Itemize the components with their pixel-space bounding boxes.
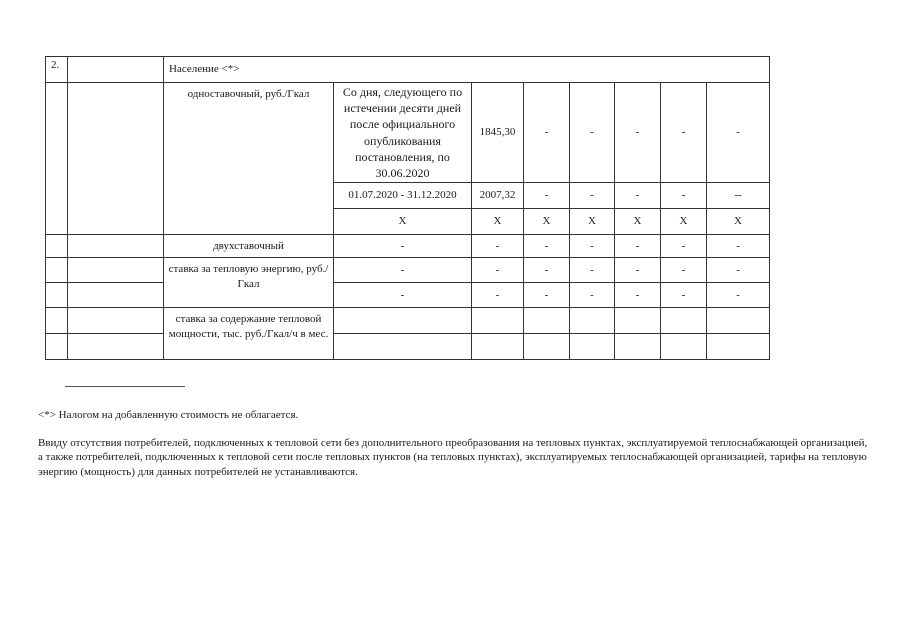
value-cell: - — [524, 83, 570, 183]
two-part-label: двухставочный — [164, 235, 334, 258]
value-cell: - — [615, 183, 661, 209]
empty-cell — [68, 235, 164, 258]
empty-cell — [46, 235, 68, 258]
value-cell: - — [615, 283, 661, 308]
empty-cell — [472, 308, 524, 334]
value-cell: - — [661, 283, 707, 308]
value-cell: - — [334, 235, 472, 258]
table-row-energy-rate-2 — [46, 283, 770, 308]
table-row-section — [46, 57, 770, 83]
value-cell: - — [615, 258, 661, 283]
empty-cell — [68, 83, 164, 235]
table-row-two-part — [46, 235, 770, 258]
x-cell: Х — [661, 209, 707, 235]
value-cell: - — [334, 258, 472, 283]
empty-cell — [472, 334, 524, 360]
value-cell: - — [707, 83, 770, 183]
empty-cell — [46, 308, 68, 334]
empty-cell — [570, 334, 615, 360]
empty-cell — [334, 334, 472, 360]
empty-cell — [524, 334, 570, 360]
x-cell: Х — [615, 209, 661, 235]
empty-cell — [661, 308, 707, 334]
value-cell: - — [570, 258, 615, 283]
table-row-capacity-rate-1 — [46, 308, 770, 334]
value-cell: - — [524, 183, 570, 209]
note-paragraph: Ввиду отсутствия потребителей, подключенных к тепловой сети без дополнительного преобразования на тепловых пунктах, эксплуатируемой теплоснабжающей организацией, а также потребителей, подключенных к тепловой сети после тепловых пунктов (на тепловых пунктах), эксплуатируемых теплоснабжающей организацией, тарифы на тепловую энергию (мощность) для данных потребителей не устанавливаются. — [38, 437, 868, 478]
x-cell: Х — [524, 209, 570, 235]
empty-cell — [334, 308, 472, 334]
one-part-label: одноставочный, руб./Гкал — [164, 83, 334, 235]
value-cell: - — [707, 258, 770, 283]
empty-cell — [46, 283, 68, 308]
value-cell: - — [707, 283, 770, 308]
tariff-value: 1845,30 — [472, 83, 524, 183]
value-cell: - — [472, 235, 524, 258]
empty-cell — [68, 334, 164, 360]
empty-cell — [68, 57, 164, 83]
value-cell: - — [570, 235, 615, 258]
value-cell: - — [661, 83, 707, 183]
value-cell: - — [661, 235, 707, 258]
tariff-value: 2007,32 — [472, 183, 524, 209]
empty-cell — [68, 283, 164, 308]
table-row-energy-rate-1 — [46, 258, 770, 283]
value-cell: -- — [707, 183, 770, 209]
empty-cell — [46, 334, 68, 360]
value-cell: - — [524, 283, 570, 308]
x-cell: Х — [707, 209, 770, 235]
empty-cell — [615, 308, 661, 334]
value-cell: - — [570, 283, 615, 308]
value-cell: - — [334, 283, 472, 308]
empty-cell — [68, 308, 164, 334]
empty-cell — [570, 308, 615, 334]
row-number: 2. — [46, 57, 68, 83]
empty-cell — [707, 334, 770, 360]
footnote-divider — [65, 386, 185, 387]
empty-cell — [707, 308, 770, 334]
tariff-table — [45, 56, 770, 360]
period-cell: 01.07.2020 - 31.12.2020 — [334, 183, 472, 209]
table-row-one-part-period-1 — [46, 83, 770, 183]
value-cell: - — [570, 183, 615, 209]
empty-cell — [46, 258, 68, 283]
capacity-rate-label: ставка за содержание тепловой мощности, тыс. руб./Гкал/ч в мес. — [164, 308, 334, 360]
value-cell: - — [661, 258, 707, 283]
value-cell: - — [524, 258, 570, 283]
value-cell: - — [524, 235, 570, 258]
value-cell: - — [615, 83, 661, 183]
value-cell: - — [707, 235, 770, 258]
x-cell: Х — [334, 209, 472, 235]
x-cell: Х — [472, 209, 524, 235]
value-cell: - — [472, 258, 524, 283]
value-cell: - — [661, 183, 707, 209]
x-cell: Х — [570, 209, 615, 235]
empty-cell — [615, 334, 661, 360]
value-cell: - — [472, 283, 524, 308]
empty-cell — [524, 308, 570, 334]
energy-rate-label: ставка за тепловую энергию, руб./Гкал — [164, 258, 334, 308]
period-cell: Со дня, следующего по истечении десяти дней после официального опубликования постановления, по 30.06.2020 — [334, 83, 472, 183]
table-row-capacity-rate-2 — [46, 334, 770, 360]
value-cell: - — [615, 235, 661, 258]
empty-cell — [46, 83, 68, 235]
footnote-text: <*> Налогом на добавленную стоимость не облагается. — [38, 409, 299, 421]
empty-cell — [68, 258, 164, 283]
section-title: Население <*> — [164, 57, 770, 83]
value-cell: - — [570, 83, 615, 183]
empty-cell — [661, 334, 707, 360]
